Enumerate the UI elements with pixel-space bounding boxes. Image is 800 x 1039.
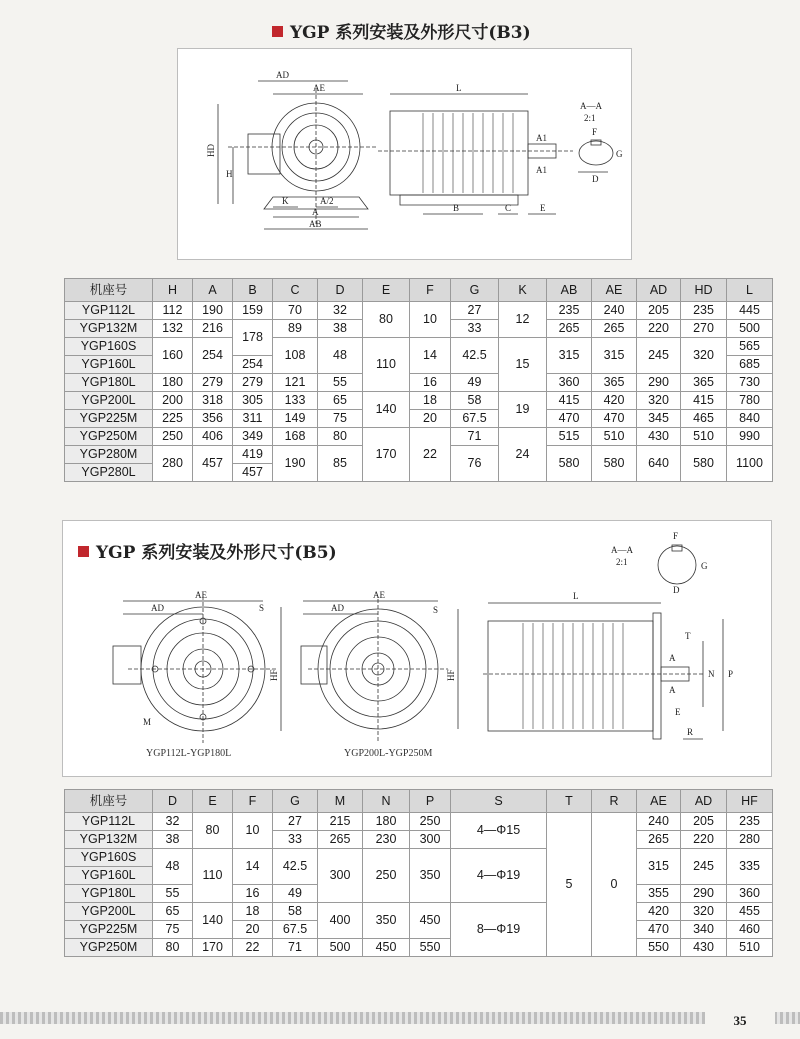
cell-b: 254 bbox=[233, 356, 273, 374]
cell-hf: 235 bbox=[727, 813, 773, 831]
cell-l: 445 bbox=[727, 302, 773, 320]
table-row bbox=[65, 302, 773, 320]
cell-d: 75 bbox=[318, 410, 363, 428]
cell-e: 170 bbox=[193, 939, 233, 957]
cell-c: 149 bbox=[273, 410, 318, 428]
cell-d: 38 bbox=[318, 320, 363, 338]
cell-e: 80 bbox=[363, 302, 410, 338]
cell-d: 80 bbox=[153, 939, 193, 957]
cell-hf: 280 bbox=[727, 831, 773, 849]
cell-hf: 460 bbox=[727, 921, 773, 939]
label-b: B bbox=[453, 203, 460, 213]
cell-m: 215 bbox=[318, 813, 363, 831]
cell-b: 457 bbox=[233, 464, 273, 482]
cell-ae: 315 bbox=[592, 338, 637, 374]
cell-d: 48 bbox=[153, 849, 193, 885]
drawing-caption-right: YGP200L-YGP250M bbox=[344, 748, 433, 759]
label-ab: AB bbox=[309, 219, 322, 229]
model-cell: YGP160S bbox=[65, 338, 153, 356]
cell-a: 356 bbox=[193, 410, 233, 428]
cell-h: 250 bbox=[153, 428, 193, 446]
cell-g: 58 bbox=[273, 903, 318, 921]
col-header: AE bbox=[592, 279, 637, 302]
cell-l: 565 bbox=[727, 338, 773, 356]
table-row bbox=[65, 831, 773, 849]
model-cell: YGP280L bbox=[65, 464, 153, 482]
cell-e: 110 bbox=[193, 849, 233, 903]
cell-ab: 315 bbox=[547, 338, 592, 374]
cell-b: 305 bbox=[233, 392, 273, 410]
cell-g: 71 bbox=[451, 428, 499, 446]
cell-ad: 430 bbox=[681, 939, 727, 957]
col-header: F bbox=[233, 790, 273, 813]
label-a1-top: A1 bbox=[536, 133, 547, 143]
cell-ae: 470 bbox=[592, 410, 637, 428]
cell-ae: 420 bbox=[592, 392, 637, 410]
cell-ae: 365 bbox=[592, 374, 637, 392]
label-k: K bbox=[282, 196, 289, 206]
cell-k: 19 bbox=[499, 392, 547, 428]
cell-l: 500 bbox=[727, 320, 773, 338]
model-cell: YGP132M bbox=[65, 831, 153, 849]
cell-f: 14 bbox=[233, 849, 273, 885]
label-hf: HF bbox=[446, 669, 456, 681]
label-d: D bbox=[673, 585, 680, 595]
title-marker-icon bbox=[78, 546, 89, 557]
model-cell: YGP250M bbox=[65, 939, 153, 957]
footer-stripe bbox=[0, 1012, 800, 1024]
cell-g: 42.5 bbox=[451, 338, 499, 374]
model-cell: YGP112L bbox=[65, 302, 153, 320]
cell-ad: 205 bbox=[681, 813, 727, 831]
cell-m: 265 bbox=[318, 831, 363, 849]
table-header-row bbox=[65, 279, 773, 302]
cell-l: 685 bbox=[727, 356, 773, 374]
label-section: A—A bbox=[580, 101, 602, 111]
model-cell: YGP200L bbox=[65, 903, 153, 921]
cell-b: 311 bbox=[233, 410, 273, 428]
cell-a: 216 bbox=[193, 320, 233, 338]
b5-section-title: YGP 系列安装及外形尺寸(B5) bbox=[78, 538, 337, 563]
col-header: AB bbox=[547, 279, 592, 302]
label-hf: HF bbox=[269, 669, 279, 681]
cell-ad: 320 bbox=[681, 903, 727, 921]
cell-h: 160 bbox=[153, 338, 193, 374]
col-header: AD bbox=[681, 790, 727, 813]
cell-g: 49 bbox=[273, 885, 318, 903]
cell-a: 318 bbox=[193, 392, 233, 410]
table-row bbox=[65, 338, 773, 356]
label-ad: AD bbox=[151, 603, 164, 613]
label-l: L bbox=[456, 83, 462, 93]
cell-ae: 240 bbox=[592, 302, 637, 320]
col-header: E bbox=[193, 790, 233, 813]
b3-section-title: YGP 系列安装及外形尺寸(B3) bbox=[272, 18, 531, 43]
col-header: K bbox=[499, 279, 547, 302]
page-number: 35 bbox=[705, 1008, 775, 1030]
cell-g: 76 bbox=[451, 446, 499, 482]
cell-hf: 455 bbox=[727, 903, 773, 921]
label-a1-bottom: A1 bbox=[536, 165, 547, 175]
cell-hd: 580 bbox=[681, 446, 727, 482]
title-marker-icon bbox=[272, 26, 283, 37]
label-r: R bbox=[687, 727, 694, 737]
label-a: A bbox=[312, 207, 319, 217]
cell-l: 730 bbox=[727, 374, 773, 392]
cell-ab: 580 bbox=[547, 446, 592, 482]
label-section: A—A bbox=[611, 545, 633, 555]
cell-f: 20 bbox=[410, 410, 451, 428]
cell-b: 419 bbox=[233, 446, 273, 464]
cell-c: 190 bbox=[273, 446, 318, 482]
table-row bbox=[65, 392, 773, 410]
cell-hd: 510 bbox=[681, 428, 727, 446]
col-header: G bbox=[273, 790, 318, 813]
drawing-caption-left: YGP112L-YGP180L bbox=[146, 748, 232, 759]
cell-c: 133 bbox=[273, 392, 318, 410]
col-header: G bbox=[451, 279, 499, 302]
cell-e: 170 bbox=[363, 428, 410, 482]
cell-f: 10 bbox=[233, 813, 273, 849]
label-ae: AE bbox=[313, 83, 325, 93]
label-ae: AE bbox=[195, 590, 207, 600]
col-header: F bbox=[410, 279, 451, 302]
cell-ad: 290 bbox=[637, 374, 681, 392]
cell-ad: 345 bbox=[637, 410, 681, 428]
cell-ae: 420 bbox=[637, 903, 681, 921]
cell-h: 200 bbox=[153, 392, 193, 410]
label-hd: HD bbox=[206, 144, 216, 157]
cell-h: 180 bbox=[153, 374, 193, 392]
cell-h: 112 bbox=[153, 302, 193, 320]
cell-l: 1100 bbox=[727, 446, 773, 482]
label-scale: 2:1 bbox=[584, 113, 596, 123]
cell-b: 159 bbox=[233, 302, 273, 320]
cell-f: 16 bbox=[233, 885, 273, 903]
label-ad: AD bbox=[331, 603, 344, 613]
cell-ae: 265 bbox=[637, 831, 681, 849]
cell-d: 85 bbox=[318, 446, 363, 482]
cell-hf: 335 bbox=[727, 849, 773, 885]
cell-p: 450 bbox=[410, 903, 451, 939]
terminal-box bbox=[113, 646, 141, 684]
table-row bbox=[65, 428, 773, 446]
model-cell: YGP160L bbox=[65, 867, 153, 885]
label-n: N bbox=[708, 669, 715, 679]
cell-b: 349 bbox=[233, 428, 273, 446]
label-scale: 2:1 bbox=[616, 557, 628, 567]
cell-k: 12 bbox=[499, 302, 547, 338]
cell-c: 70 bbox=[273, 302, 318, 320]
cell-g: 58 bbox=[451, 392, 499, 410]
cell-l: 840 bbox=[727, 410, 773, 428]
cell-l: 990 bbox=[727, 428, 773, 446]
cell-ab: 470 bbox=[547, 410, 592, 428]
cell-f: 18 bbox=[410, 392, 451, 410]
cell-e: 110 bbox=[363, 338, 410, 392]
cell-ad: 340 bbox=[681, 921, 727, 939]
cell-f: 14 bbox=[410, 338, 451, 374]
col-header: HD bbox=[681, 279, 727, 302]
cell-ad: 245 bbox=[681, 849, 727, 885]
cell-n: 180 bbox=[363, 813, 410, 831]
cell-g: 33 bbox=[273, 831, 318, 849]
col-header: 机座号 bbox=[65, 279, 153, 302]
cell-ab: 515 bbox=[547, 428, 592, 446]
cell-ae: 355 bbox=[637, 885, 681, 903]
cell-p: 250 bbox=[410, 813, 451, 831]
cell-n: 230 bbox=[363, 831, 410, 849]
cell-a: 279 bbox=[193, 374, 233, 392]
cell-s: 4—Φ19 bbox=[451, 849, 547, 903]
cell-f: 16 bbox=[410, 374, 451, 392]
label-h: H bbox=[226, 169, 233, 179]
cell-n: 450 bbox=[363, 939, 410, 957]
cell-g: 67.5 bbox=[273, 921, 318, 939]
label-m: M bbox=[143, 717, 152, 727]
table-row bbox=[65, 813, 773, 831]
col-header: AD bbox=[637, 279, 681, 302]
cell-b: 279 bbox=[233, 374, 273, 392]
cell-ad: 245 bbox=[637, 338, 681, 374]
col-header: HF bbox=[727, 790, 773, 813]
col-header: 机座号 bbox=[65, 790, 153, 813]
shaft-section bbox=[658, 546, 696, 584]
col-header: P bbox=[410, 790, 451, 813]
table-row bbox=[65, 849, 773, 867]
col-header: D bbox=[318, 279, 363, 302]
model-cell: YGP280M bbox=[65, 446, 153, 464]
cell-g: 49 bbox=[451, 374, 499, 392]
table-header-row bbox=[65, 790, 773, 813]
label-e: E bbox=[675, 707, 681, 717]
cell-c: 108 bbox=[273, 338, 318, 374]
cell-hd: 320 bbox=[681, 338, 727, 374]
cell-hf: 510 bbox=[727, 939, 773, 957]
cell-n: 350 bbox=[363, 903, 410, 939]
cell-f: 22 bbox=[233, 939, 273, 957]
label-a-bottom: A bbox=[669, 685, 676, 695]
label-a-top: A bbox=[669, 653, 676, 663]
motor-side-body bbox=[390, 111, 528, 195]
cell-m: 300 bbox=[318, 849, 363, 903]
col-header: T bbox=[547, 790, 592, 813]
cell-e: 140 bbox=[193, 903, 233, 939]
cell-ae: 315 bbox=[637, 849, 681, 885]
cell-d: 38 bbox=[153, 831, 193, 849]
cell-ae: 580 bbox=[592, 446, 637, 482]
table-row bbox=[65, 374, 773, 392]
cell-h: 225 bbox=[153, 410, 193, 428]
cell-d: 55 bbox=[318, 374, 363, 392]
cell-g: 67.5 bbox=[451, 410, 499, 428]
col-header: H bbox=[153, 279, 193, 302]
cell-d: 32 bbox=[153, 813, 193, 831]
cell-ad: 290 bbox=[681, 885, 727, 903]
cell-m: 400 bbox=[318, 903, 363, 939]
cell-c: 168 bbox=[273, 428, 318, 446]
cell-ad: 220 bbox=[637, 320, 681, 338]
col-header: N bbox=[363, 790, 410, 813]
cell-hf: 360 bbox=[727, 885, 773, 903]
cell-ae: 240 bbox=[637, 813, 681, 831]
cell-p: 300 bbox=[410, 831, 451, 849]
model-cell: YGP112L bbox=[65, 813, 153, 831]
cell-p: 550 bbox=[410, 939, 451, 957]
cell-f: 22 bbox=[410, 428, 451, 482]
cell-m: 500 bbox=[318, 939, 363, 957]
cell-g: 33 bbox=[451, 320, 499, 338]
b5-dimension-table bbox=[64, 789, 773, 957]
cell-hd: 270 bbox=[681, 320, 727, 338]
col-header: D bbox=[153, 790, 193, 813]
cell-d: 75 bbox=[153, 921, 193, 939]
cell-ab: 235 bbox=[547, 302, 592, 320]
cell-ad: 640 bbox=[637, 446, 681, 482]
col-header: R bbox=[592, 790, 637, 813]
cell-s: 4—Φ15 bbox=[451, 813, 547, 849]
label-a-half: A/2 bbox=[320, 196, 334, 206]
cell-c: 121 bbox=[273, 374, 318, 392]
cell-s: 8—Φ19 bbox=[451, 903, 547, 957]
cell-hd: 415 bbox=[681, 392, 727, 410]
cell-f: 20 bbox=[233, 921, 273, 939]
cell-d: 32 bbox=[318, 302, 363, 320]
label-s: S bbox=[259, 603, 265, 613]
cell-ad: 205 bbox=[637, 302, 681, 320]
cell-h: 280 bbox=[153, 446, 193, 482]
cell-e: 80 bbox=[193, 813, 233, 849]
model-cell: YGP225M bbox=[65, 410, 153, 428]
model-cell: YGP250M bbox=[65, 428, 153, 446]
cell-k: 15 bbox=[499, 338, 547, 392]
model-cell: YGP180L bbox=[65, 885, 153, 903]
cell-h: 132 bbox=[153, 320, 193, 338]
cell-ae: 510 bbox=[592, 428, 637, 446]
model-cell: YGP160S bbox=[65, 849, 153, 867]
cell-ae: 470 bbox=[637, 921, 681, 939]
motor-side-body bbox=[488, 621, 653, 731]
mounting-flange bbox=[653, 613, 661, 739]
b3-dimension-drawing bbox=[178, 49, 631, 259]
cell-a: 457 bbox=[193, 446, 233, 482]
cell-ad: 320 bbox=[637, 392, 681, 410]
cell-f: 10 bbox=[410, 302, 451, 338]
col-header: S bbox=[451, 790, 547, 813]
cell-d: 55 bbox=[153, 885, 193, 903]
label-t: T bbox=[685, 631, 691, 641]
cell-ae: 550 bbox=[637, 939, 681, 957]
label-g: G bbox=[616, 149, 623, 159]
cell-g: 27 bbox=[451, 302, 499, 320]
cell-g: 71 bbox=[273, 939, 318, 957]
col-header: M bbox=[318, 790, 363, 813]
label-d: D bbox=[592, 174, 599, 184]
label-p: P bbox=[728, 669, 734, 679]
cell-hd: 365 bbox=[681, 374, 727, 392]
col-header: C bbox=[273, 279, 318, 302]
label-e: E bbox=[540, 203, 546, 213]
model-cell: YGP225M bbox=[65, 921, 153, 939]
label-f: F bbox=[592, 127, 598, 137]
cell-r: 0 bbox=[592, 813, 637, 957]
b3-dimension-table bbox=[64, 278, 773, 482]
cell-a: 254 bbox=[193, 338, 233, 374]
cell-a: 190 bbox=[193, 302, 233, 320]
cell-t: 5 bbox=[547, 813, 592, 957]
label-ae: AE bbox=[373, 590, 385, 600]
col-header: A bbox=[193, 279, 233, 302]
table-row bbox=[65, 903, 773, 921]
col-header: B bbox=[233, 279, 273, 302]
cell-ad: 430 bbox=[637, 428, 681, 446]
table-row bbox=[65, 939, 773, 957]
cell-d: 48 bbox=[318, 338, 363, 374]
model-cell: YGP180L bbox=[65, 374, 153, 392]
cell-g: 27 bbox=[273, 813, 318, 831]
cell-c: 89 bbox=[273, 320, 318, 338]
cell-d: 65 bbox=[153, 903, 193, 921]
model-cell: YGP160L bbox=[65, 356, 153, 374]
col-header: L bbox=[727, 279, 773, 302]
cell-hd: 235 bbox=[681, 302, 727, 320]
table-row bbox=[65, 410, 773, 428]
col-header: E bbox=[363, 279, 410, 302]
label-l: L bbox=[573, 591, 579, 601]
cell-d: 65 bbox=[318, 392, 363, 410]
label-s: S bbox=[433, 605, 439, 615]
cell-b: 178 bbox=[233, 320, 273, 356]
label-ad: AD bbox=[276, 70, 289, 80]
label-f: F bbox=[673, 531, 679, 541]
cell-ab: 415 bbox=[547, 392, 592, 410]
label-g: G bbox=[701, 561, 708, 571]
cell-a: 406 bbox=[193, 428, 233, 446]
cell-ab: 265 bbox=[547, 320, 592, 338]
model-cell: YGP200L bbox=[65, 392, 153, 410]
cell-g: 42.5 bbox=[273, 849, 318, 885]
cell-l: 780 bbox=[727, 392, 773, 410]
col-header: AE bbox=[637, 790, 681, 813]
label-c: C bbox=[505, 203, 512, 213]
cell-k: 24 bbox=[499, 428, 547, 482]
terminal-box bbox=[248, 134, 280, 174]
cell-hd: 465 bbox=[681, 410, 727, 428]
model-cell: YGP132M bbox=[65, 320, 153, 338]
cell-n: 250 bbox=[363, 849, 410, 903]
cell-p: 350 bbox=[410, 849, 451, 903]
cell-e: 140 bbox=[363, 392, 410, 428]
cell-ab: 360 bbox=[547, 374, 592, 392]
cell-ad: 220 bbox=[681, 831, 727, 849]
cell-ae: 265 bbox=[592, 320, 637, 338]
cell-f: 18 bbox=[233, 903, 273, 921]
cell-d: 80 bbox=[318, 428, 363, 446]
b3-drawing-frame bbox=[177, 48, 632, 260]
